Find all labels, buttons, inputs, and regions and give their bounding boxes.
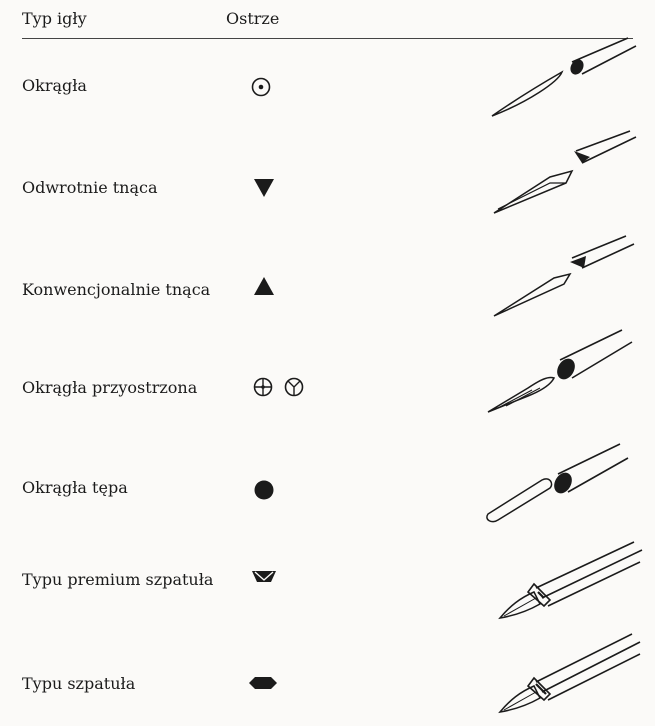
- needle-type-label: Odwrotnie tnąca: [22, 178, 158, 197]
- table-row: [0, 626, 655, 726]
- table-row: [0, 536, 655, 636]
- needle-type-label: Typu szpatuła: [22, 674, 136, 693]
- table-row: [0, 332, 655, 432]
- needle-type-label: Okrągła: [22, 76, 87, 95]
- table-header: [0, 0, 655, 40]
- needle-type-label: Konwencjonalnie tnąca: [22, 280, 211, 299]
- round-needle-drawing: [488, 40, 638, 120]
- circle-cross-icon: [252, 376, 274, 398]
- header-divider: [22, 38, 633, 39]
- needle-type-label: Okrągła przyostrzona: [22, 378, 198, 397]
- spatula-premium-icon: [251, 570, 277, 584]
- conventional-cutting-needle-drawing: [490, 238, 640, 318]
- needle-type-label: Typu premium szpatuła: [22, 570, 214, 589]
- triangle-down-icon: [253, 178, 275, 198]
- circle-y-icon: [283, 376, 305, 398]
- table-row: [0, 436, 655, 536]
- hexagon-icon: [248, 676, 278, 690]
- reverse-cutting-needle-drawing: [490, 133, 640, 218]
- table-row: [0, 40, 655, 140]
- table-row: [0, 138, 655, 238]
- column-header-needle-type: Typ igły: [22, 9, 87, 28]
- filled-circle-icon: [253, 479, 275, 501]
- needle-type-label: Okrągła tępa: [22, 478, 128, 497]
- premium-spatula-needle-drawing: [496, 536, 646, 626]
- tapered-point-needle-drawing: [488, 332, 638, 417]
- circle-dot-icon: [250, 76, 272, 98]
- column-header-blade: Ostrze: [226, 9, 280, 28]
- blunt-needle-drawing: [484, 444, 634, 524]
- table-row: [0, 238, 655, 338]
- triangle-up-icon: [253, 276, 275, 296]
- spatula-needle-drawing: [496, 626, 646, 718]
